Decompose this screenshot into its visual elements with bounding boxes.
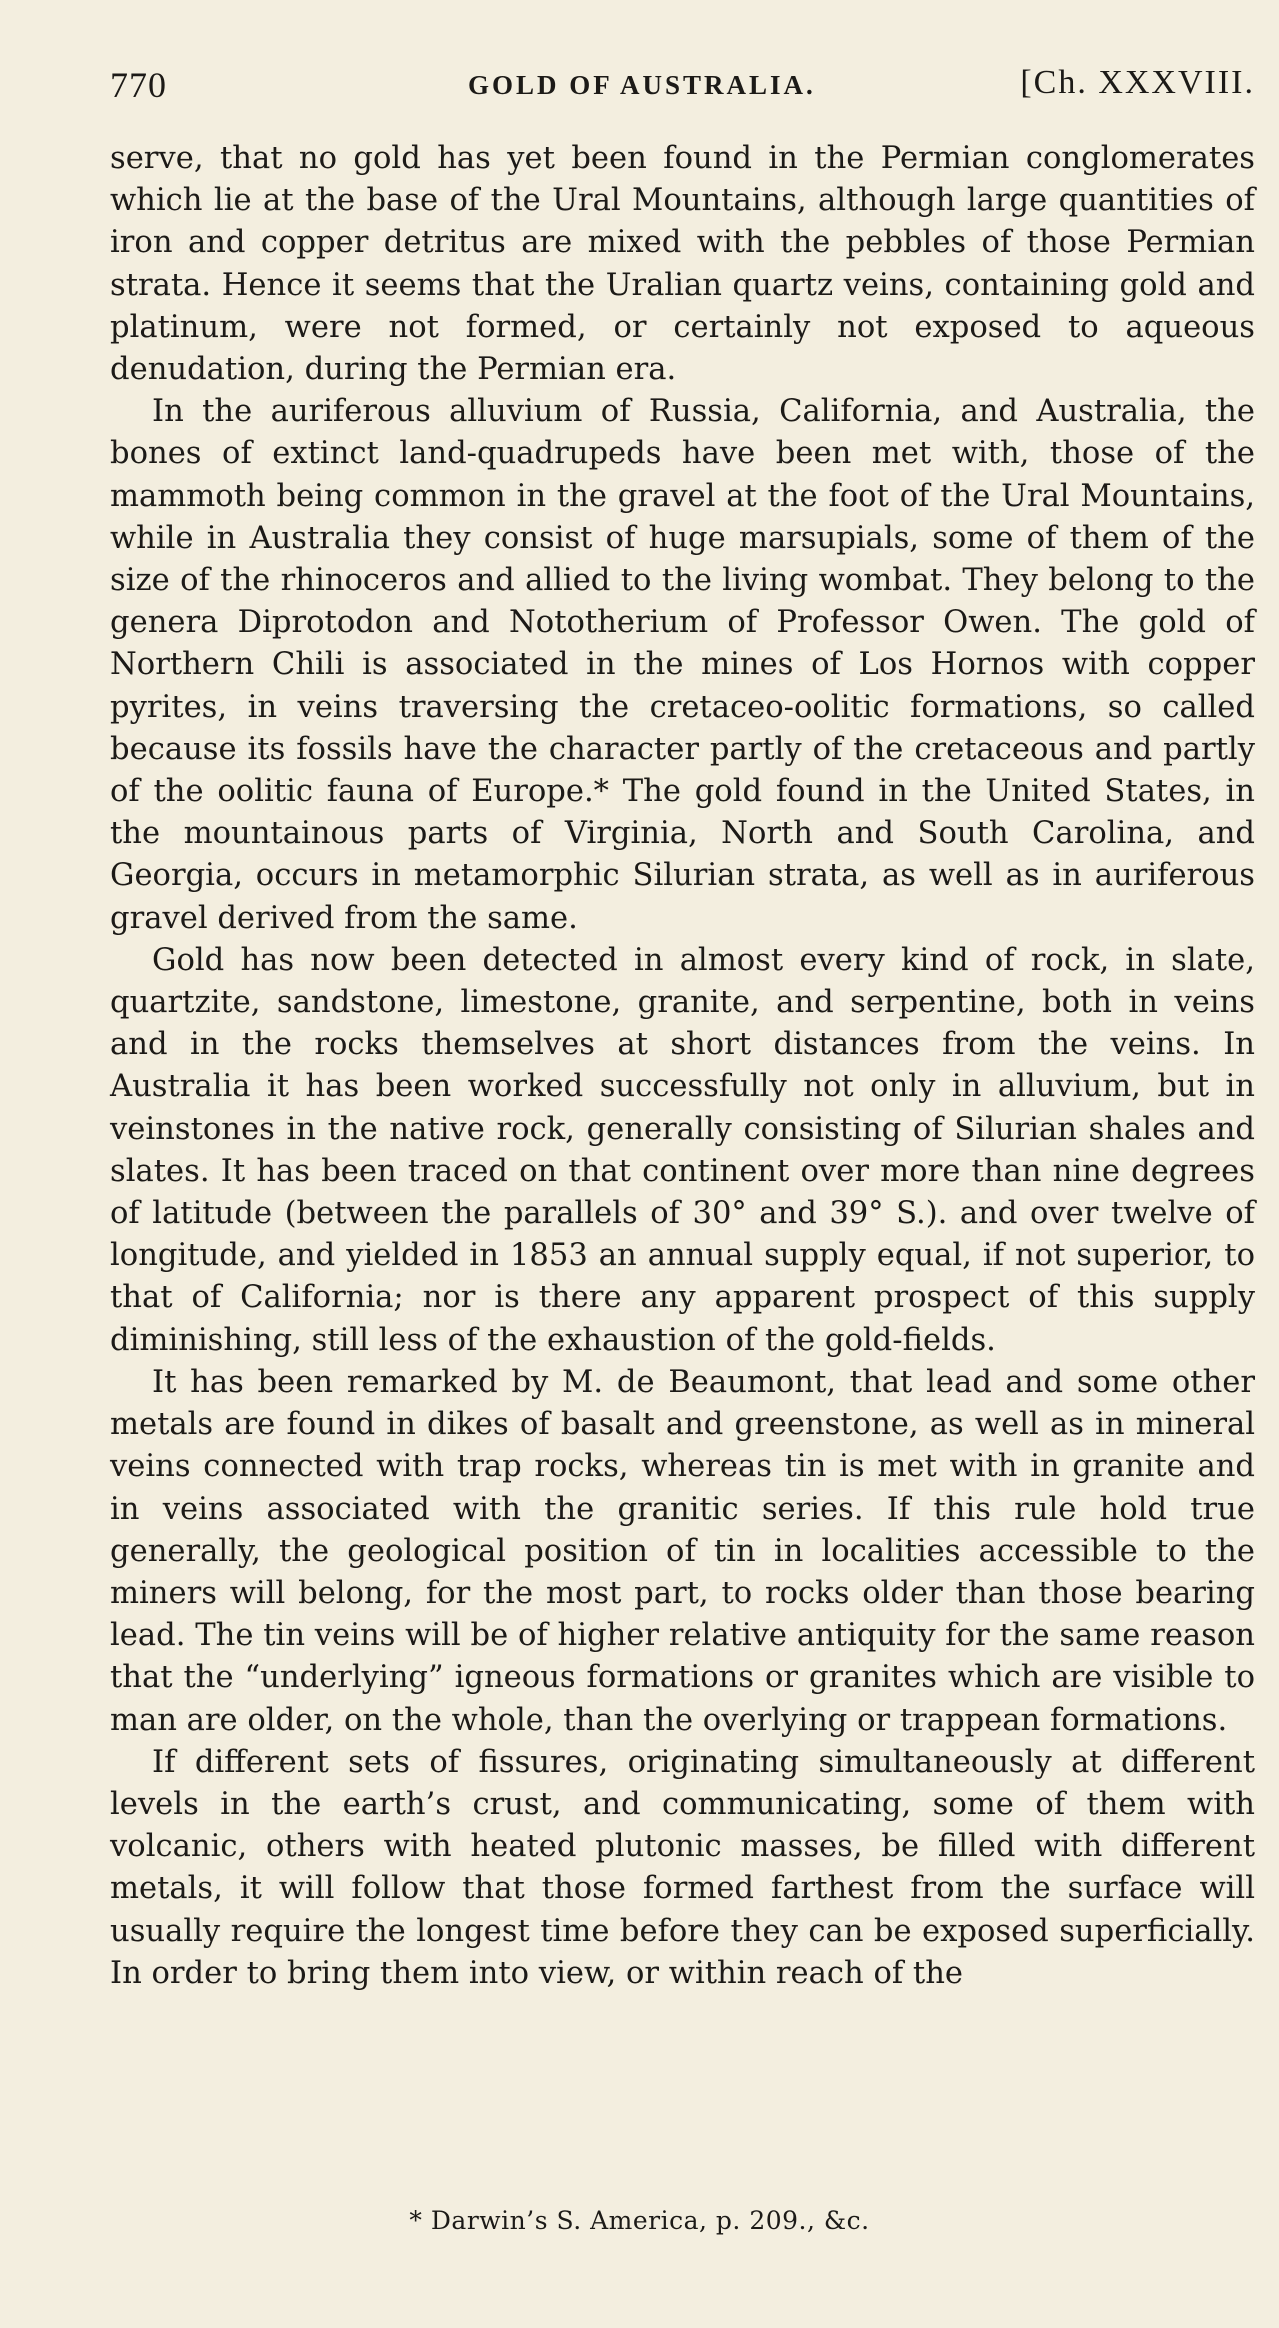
footnote: * Darwin’s S. America, p. 209., &c. (409, 2206, 870, 2235)
page-number: 770 (110, 65, 167, 105)
paragraph-5: If different sets of fissures, originating simultaneously at different levels in the earth’s crust, and communicating, some of them with volcanic, others with heated plutonic masses, be filled with different metals, it will follow that those formed farthest from the surface will usually require the longest time before they can be exposed superficially. In order to bring them into view, or within reach of the (110, 1744, 1255, 1991)
page-header (110, 64, 1255, 126)
paragraph-2: In the auriferous alluvium of Russia, California, and Australia, the bones of extinct land-quadrupeds have been met with, those of the mammoth being common in the gravel at the foot of the Ural Mountains, while in Australia they consist of huge marsupials, some of them of the size of the rhinoceros and allied to the living wombat. They belong to the genera Diprotodon and Nototherium of Professor Owen. The gold of Northern Chili is associated in the mines of Los Hornos with copper pyrites, in veins traversing the cretaceo-oolitic formations, so called because its fossils have the character partly of the cretaceous and partly of the oolitic fauna of Europe.* The gold found in the United States, in the mountainous parts of Virginia, North and South Carolina, and Georgia, occurs in metamorphic Silurian strata, as well as in auriferous gravel derived from the same. (110, 394, 1255, 936)
paragraph-3: Gold has now been detected in almost every kind of rock, in slate, quartzite, sandstone, limestone, granite, and serpentine, both in veins and in the rocks themselves at short distances from the veins. In Australia it has been worked successfully not only in alluvium, but in veinstones in the native rock, generally consisting of Silurian shales and slates. It has been traced on that continent over more than nine degrees of latitude (between the parallels of 30° and 39° S.). and over twelve of longitude, and yielded in 1853 an annual supply equal, if not superior, to that of California; nor is there any apparent prospect of this supply diminishing, still less of the exhaustion of the gold-fields. (110, 942, 1255, 1358)
paragraph-4: It has been remarked by M. de Beaumont, that lead and some other metals are found in dikes of basalt and greenstone, as well as in mineral veins connected with trap rocks, whereas tin is met with in granite and in veins associated with the granitic series. If this rule hold true generally, the geological position of tin in localities accessible to the miners will belong, for the most part, to rocks older than those bearing lead. The tin veins will be of higher relative antiquity for the same reason that the “underlying” igneous formations or granites which are visible to man are older, on the whole, than the overlying or trappean formations. (110, 1364, 1255, 1738)
chapter-reference: [Ch. XXXVIII. (1020, 64, 1255, 101)
paragraph-1: serve, that no gold has yet been found in the Permian conglomerates which lie at the base of the Ural Mountains, although large quantities of iron and copper detritus are mixed with the pebbles of those Permian strata. Hence it seems that the Uralian quartz veins, containing gold and platinum, were not formed, or certainly not exposed to aqueous denudation, during the Permian era. (110, 141, 1255, 388)
running-title: GOLD OF AUSTRALIA. (468, 70, 816, 100)
body-text (110, 138, 1255, 1995)
